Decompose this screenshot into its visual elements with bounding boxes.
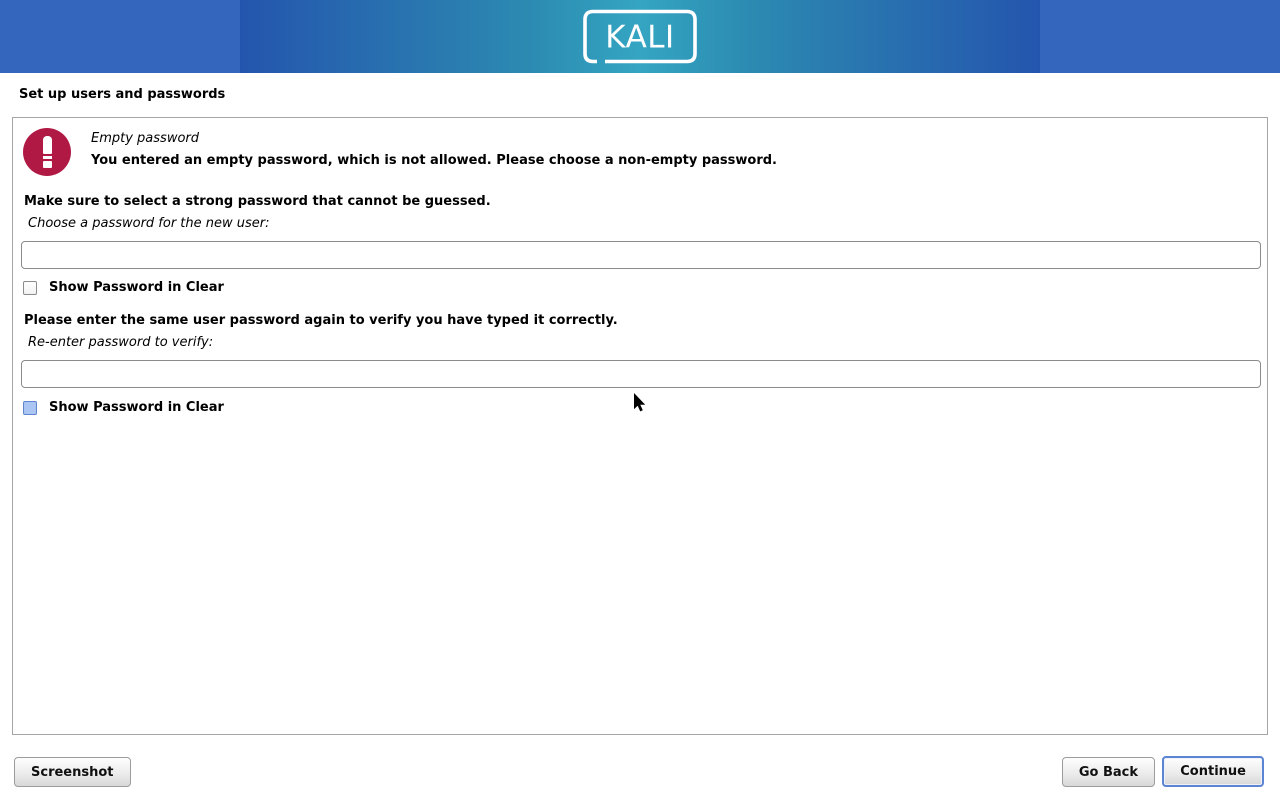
installer-banner	[0, 0, 1280, 73]
verify-section-heading: Please enter the same user password again to verify you have typed it correctly.	[24, 313, 618, 328]
kali-logo-text: KALI	[605, 19, 675, 56]
error-alert	[21, 128, 1259, 176]
show-password-label-2: Show Password in Clear	[49, 400, 224, 415]
show-password-checkbox-1[interactable]	[23, 281, 37, 295]
show-password-label-1: Show Password in Clear	[49, 280, 224, 295]
password-section-heading: Make sure to select a strong password that cannot be guessed.	[24, 194, 491, 209]
kali-logo-icon	[583, 9, 697, 64]
password-input[interactable]	[21, 241, 1261, 269]
alert-title: Empty password	[91, 131, 199, 146]
screenshot-button[interactable]: Screenshot	[14, 757, 131, 787]
error-icon-bar	[43, 136, 52, 154]
show-password-row-1[interactable]	[23, 280, 1259, 295]
alert-message: You entered an empty password, which is not allowed. Please choose a non-empty password.	[91, 153, 777, 168]
error-icon-mid	[43, 156, 52, 159]
verify-password-input[interactable]	[21, 360, 1261, 388]
continue-button[interactable]: Continue	[1162, 756, 1264, 787]
go-back-button[interactable]: Go Back	[1062, 757, 1155, 787]
error-icon	[23, 128, 71, 176]
error-icon-dot	[43, 161, 52, 168]
page-title: Set up users and passwords	[19, 87, 226, 102]
password-field-label: Choose a password for the new user:	[28, 216, 270, 231]
main-panel	[12, 117, 1268, 735]
verify-field-label: Re-enter password to verify:	[28, 335, 214, 350]
show-password-checkbox-2[interactable]	[23, 401, 37, 415]
show-password-row-2[interactable]	[23, 400, 1259, 415]
